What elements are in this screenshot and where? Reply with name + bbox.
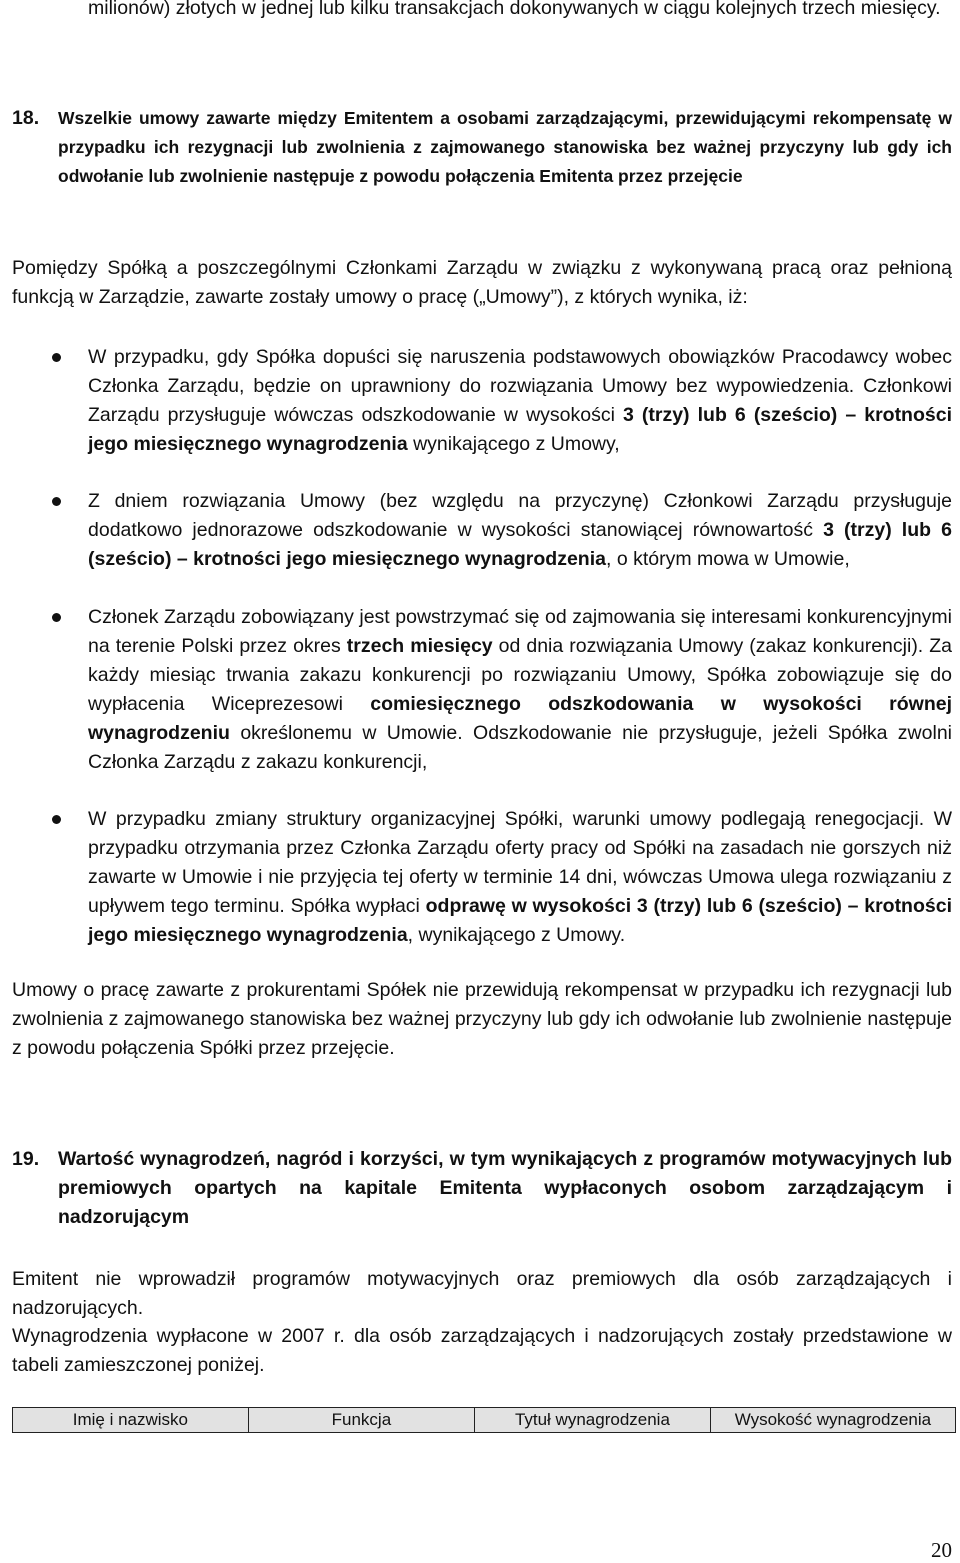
section-18-heading: Wszelkie umowy zawarte między Emitentem a osobami zarządzającymi, przewidującymi rekompensatę w przypadku ich rezygnacji lub zwolnienia z zajmowanego stanowiska bez ważnej przyczyny lub gdy ich odwołanie lub zwolnienie następuje z powodu połączenia Emitenta przez przejęcie — [58, 108, 952, 186]
bullet-4-text-b: , wynikającego z Umowy. — [407, 924, 626, 946]
bullet-2-bold: 3 (trzy) lub 6 (sześcio) – krotności jego miesięcznego wynagrodzenia — [88, 519, 952, 570]
section-18-intro: Pomiędzy Spółką a poszczególnymi Członkami Zarządu w związku z wykonywaną pracą oraz pełnioną funkcją w Zarządzie, zawarte zostały umowy o pracę („Umowy”), z których wynika, iż: — [12, 257, 952, 308]
bullet-dot — [52, 353, 61, 362]
bullet-dot — [52, 815, 61, 824]
bullet-3-text-b: od dnia rozwiązania Umowy (zakaz konkurencji). Za każdy miesiąc trwania zakazu konkurencji po rozwiązaniu Umowy, Spółka zobowiązuje się do wypłacenia Wiceprezesowi — [88, 635, 952, 715]
bullet-dot — [52, 613, 61, 622]
table-header-cell: Funkcja — [248, 1408, 474, 1433]
bullet-2-text-a: Z dniem rozwiązania Umowy (bez względu na przyczynę) Członkowi Zarządu przysługuje dodatkowo jednorazowe odszkodowanie w wysokości stanowiącej równowartość — [88, 490, 952, 541]
bullet-4-text-a: W przypadku zmiany struktury organizacyjnej Spółki, warunki umowy podlegają renegocjacji. W przypadku otrzymania przez Członka Zarządu oferty pracy od Spółki na zasadach nie gorszych niż zawarte w Umowie i nie przyjęcia tej oferty w terminie 14 dni, wówczas Umowa ulega rozwiązaniu z upływem tego terminu. Spółka wypłaci — [88, 808, 952, 917]
table-header-cell: Tytuł wynagrodzenia — [475, 1408, 711, 1433]
section-18-number: 18. — [12, 107, 40, 129]
bullet-1-text-a: W przypadku, gdy Spółka dopuści się naruszenia podstawowych obowiązków Pracodawcy wobec Członka Zarządu, będzie on uprawniony do rozwiązania Umowy bez wypowiedzenia. Członkowi Zarządu przysługuje wówczas odszkodowanie w wysokości — [88, 346, 952, 426]
bullet-1-bold: 3 (trzy) lub 6 (sześcio) – krotności jego miesięcznego wynagrodzenia — [88, 404, 952, 455]
bullet-item-2 — [88, 487, 952, 574]
section-19-paragraph-1: Emitent nie wprowadził programów motywacyjnych oraz premiowych dla osób zarządzających i nadzorujących. — [12, 1268, 952, 1319]
bullet-1-text-b: wynikającego z Umowy, — [407, 433, 620, 455]
bullet-3-text-a: Członek Zarządu zobowiązany jest powstrzymać się od zajmowania się interesami konkurencyjnymi na terenie Polski przez okres — [88, 606, 952, 657]
section-19-number: 19. — [12, 1148, 40, 1170]
bullet-dot — [52, 497, 61, 506]
section-19-paragraph-2: Wynagrodzenia wypłacone w 2007 r. dla osób zarządzających i nadzorujących zostały przedstawione w tabeli zamieszczonej poniżej. — [12, 1325, 952, 1376]
table-header-row — [13, 1408, 956, 1433]
bullet-item-3 — [88, 603, 952, 777]
bullet-3-text-c: określonemu w Umowie. Odszkodowanie nie przysługuje, jeżeli Spółka zwolni Członka Zarządu z zakazu konkurencji, — [88, 722, 952, 773]
top-fragment-paragraph: milionów) złotych w jednej lub kilku transakcjach dokonywanych w ciągu kolejnych trzech miesięcy. — [88, 0, 941, 19]
bullet-3-bold-b: comiesięcznego odszkodowania w wysokości równej wynagrodzeniu — [88, 693, 953, 744]
table-header-cell: Wysokość wynagrodzenia — [710, 1408, 955, 1433]
bullet-3-bold-a: trzech miesięcy — [346, 635, 493, 657]
remuneration-table — [12, 1407, 956, 1433]
table-header-cell: Imię i nazwisko — [13, 1408, 249, 1433]
bullet-4-bold: odprawę w wysokości 3 (trzy) lub 6 (sześcio) – krotności jego miesięcznego wynagrodzenia — [88, 895, 952, 946]
bullet-item-1 — [88, 343, 952, 459]
section-19-heading: Wartość wynagrodzeń, nagród i korzyści, w tym wynikających z programów motywacyjnych lub premiowych opartych na kapitale Emitenta wypłaconych osobom zarządzającym i nadzorującym — [58, 1148, 952, 1228]
bullet-2-text-b: , o którym mowa w Umowie, — [605, 548, 850, 570]
page-number: 20 — [931, 1538, 952, 1562]
section-18-closing: Umowy o pracę zawarte z prokurentami Spółek nie przewidują rekompensat w przypadku ich rezygnacji lub zwolnienia z zajmowanego stanowiska bez ważnej przyczyny lub gdy ich odwołanie lub zwolnienie następuje z powodu połączenia Spółki przez przejęcie. — [12, 979, 952, 1059]
bullet-item-4 — [88, 805, 952, 950]
